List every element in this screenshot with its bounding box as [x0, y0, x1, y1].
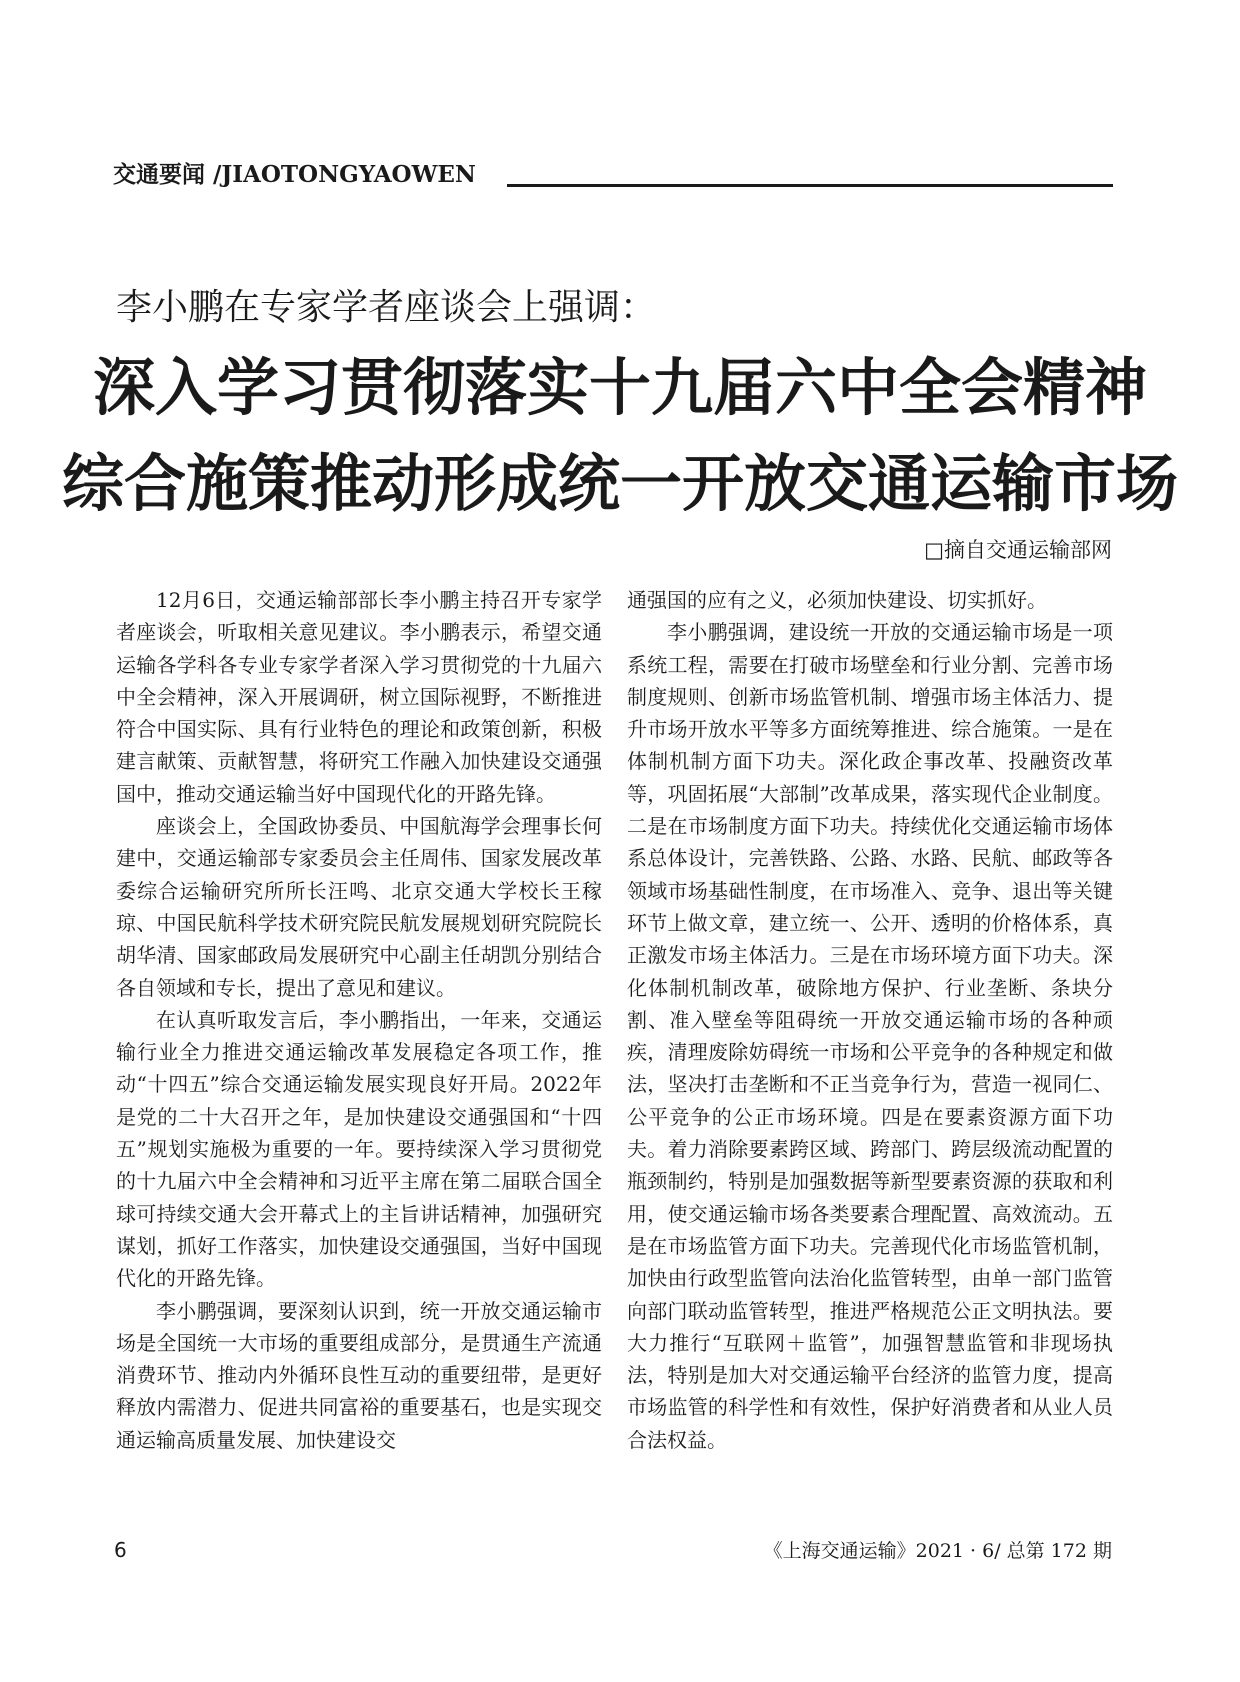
paragraph: 座谈会上，全国政协委员、中国航海学会理事长何建中，交通运输部专家委员会主任周伟、国家发展改革委综合运输研究所所长汪鸣、北京交通大学校长王稼琼、中国民航科学技术研究院民航发展规划研究院院长胡华清、国家邮政局发展研究中心副主任胡凯分别结合各自领域和专长，提出了意见和建议。 [116, 814, 602, 1000]
article-title-line-1: 深入学习贯彻落实十九届六中全会精神 [92, 351, 1147, 424]
paragraph: 在认真听取发言后，李小鹏指出，一年来，交通运输行业全力推进交通运输改革发展稳定各项工作，推动“十四五”综合交通运输发展实现良好开局。2022年是党的二十大召开之年，是加快建设交通强国和“十四五”规划实施极为重要的一年。要持续深入学习贯彻党的十九届六中全会精神和习近平主席在第二届联合国全球可持续交通大会开幕式上的主旨讲话精神，加强研究谋划，抓好工作落实，加快建设交通强国，当好中国现代化的开路先锋。 [116, 1007, 602, 1291]
section-label: 交通要闻 /JIAOTONGYAOWEN [113, 161, 476, 188]
paragraph: 李小鹏强调，建设统一开放的交通运输市场是一项系统工程，需要在打破市场壁垒和行业分割、完善市场制度规则、创新市场监管机制、增强市场主体活力、提升市场开放水平等多方面统筹推进、综合施策。一是在体制机制方面下功夫。深化政企事改革、投融资改革等，巩固拓展“大部制”改革成果，落实现代企业制度。二是在市场制度方面下功夫。持续优化交通运输市场体系总体设计，完善铁路、公路、水路、民航、邮政等各领域市场基础性制度，在市场准入、竞争、退出等关键环节上做文章，建立统一、公开、透明的价格体系，真正激发市场主体活力。三是在市场环境方面下功夫。深化体制机制改革，破除地方保护、行业垄断、条块分割、准入壁垒等阻碍统一开放交通运输市场的各种顽疾，清理废除妨碍统一市场和公平竞争的各种规定和做法，坚决打击垄断和不正当竞争行为，营造一视同仁、公平竞争的公正市场环境。四是在要素资源方面下功夫。着力消除要素跨区域、跨部门、跨层级流动配置的瓶颈制约，特别是加强数据等新型要素资源的获取和利用，使交通运输市场各类要素合理配置、高效流动。五是在市场监管方面下功夫。完善现代化市场监管机制，加快由行政型监管向法治化监管转型，由单一部门监管向部门联动监管转型，推进严格规范公正文明执法。要大力推行“互联网＋监管”，加强智慧监管和非现场执法，特别是加大对交通运输平台经济的监管力度，提高市场监管的科学性和有效性，保护好消费者和从业人员合法权益。 [627, 620, 1113, 1452]
left-column [116, 584, 602, 1456]
paragraph-continuation: 通强国的应有之义，必须加快建设、切实抓好。 [627, 588, 1047, 612]
page-number: 6 [114, 1538, 127, 1562]
right-column [627, 584, 1113, 1456]
journal-issue: 《上海交通运输》2021 · 6/ 总第 172 期 [763, 1540, 1112, 1562]
article-source: □摘自交通运输部网 [924, 538, 1112, 562]
article-title-line-2: 综合施策推动形成统一开放交通运输市场 [61, 447, 1178, 520]
header-rule [507, 184, 1113, 187]
article-kicker: 李小鹏在专家学者座谈会上强调： [116, 287, 657, 328]
paragraph: 12月6日，交通运输部部长李小鹏主持召开专家学者座谈会，听取相关意见建议。李小鹏表示，希望交通运输各学科各专业专家学者深入学习贯彻党的十九届六中全会精神，深入开展调研，树立国际视野，不断推进符合中国实际、具有行业特色的理论和政策创新，积极建言献策、贡献智慧，将研究工作融入加快建设交通强国中，推动交通运输当好中国现代化的开路先锋。 [116, 588, 602, 806]
paragraph: 李小鹏强调，要深刻认识到，统一开放交通运输市场是全国统一大市场的重要组成部分，是贯通生产流通消费环节、推动内外循环良性互动的重要纽带，是更好释放内需潜力、促进共同富裕的重要基石，也是实现交通运输高质量发展、加快建设交 [116, 1298, 602, 1452]
section-header [113, 160, 1113, 198]
